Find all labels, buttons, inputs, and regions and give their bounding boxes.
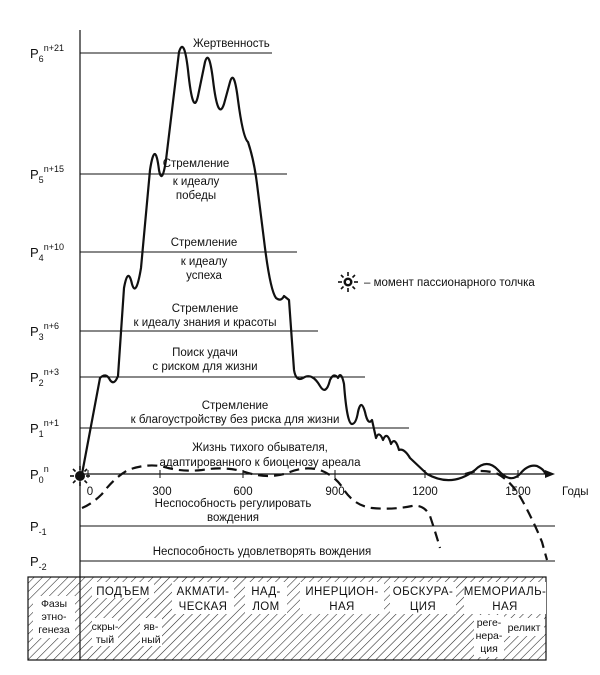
desc-luck-1: Поиск удачи [172, 347, 238, 359]
phase-rise-hidden-1: скры- [91, 621, 119, 633]
desc-success-1: Стремление [170, 237, 238, 249]
phase-memorial-2: НАЯ [492, 601, 518, 613]
phase-break-2: ЛОМ [252, 601, 280, 613]
desc-knowledge-2: к идеалу знания и красоты [133, 317, 277, 329]
phase-acmatic-1: АКМАТИ- [176, 586, 230, 598]
desc-cannot-satisfy: Неспособность удовлетворять вождения [152, 546, 372, 558]
desc-comfort-1: Стремление [201, 400, 269, 412]
phase-relict: реликт [507, 622, 541, 634]
desc-victory-1: Стремление [162, 158, 230, 170]
phases-label-1: Фазы [40, 598, 68, 610]
desc-success-3: успеха [186, 270, 222, 282]
x-tick-label: 600 [233, 486, 253, 498]
x-tick-label: 300 [152, 486, 172, 498]
x-tick-label: 900 [325, 486, 345, 498]
level-label-pm2: $P_{-2}$ [30, 554, 47, 572]
desc-knowledge-1: Стремление [171, 303, 239, 315]
phase-obscuration-2: ЦИЯ [409, 601, 437, 613]
desc-luck-2: с риском для жизни [152, 361, 258, 373]
phase-break-1: НАД- [251, 586, 281, 598]
level-label-p4: $P_4^{n+10}$ [30, 242, 64, 263]
desc-quiet-1: Жизнь тихого обывателя, [192, 442, 328, 454]
legend [338, 272, 535, 292]
phase-rise: ПОДЪЕМ [96, 586, 150, 598]
phase-regeneration-1: реге- [476, 617, 502, 629]
desc-victory-2: к идеалу [172, 176, 220, 188]
level-label-p1: $P_1^{n+1}$ [30, 418, 59, 439]
passionary-push-icon-origin [70, 466, 90, 486]
level-label-p5: $P_5^{n+15}$ [30, 164, 64, 185]
legend-text: – момент пассионарного толчка [364, 277, 535, 289]
phase-inertial-2: НАЯ [329, 601, 355, 613]
desc-victory-3: победы [175, 190, 217, 202]
level-label-pm1: $P_{-1}$ [30, 519, 47, 537]
x-tick-label: 1200 [412, 486, 438, 498]
desc-cannot-regulate-2: вождения [206, 512, 260, 524]
desc-success-2: к идеалу [180, 256, 228, 268]
phases-label-2: этно- [41, 611, 67, 623]
desc-sacrifice: Жертвенность [193, 38, 270, 50]
x-tick-label: 1500 [505, 486, 531, 498]
phase-inertial-1: ИНЕРЦИОН- [305, 586, 379, 598]
phase-memorial-1: МЕМОРИАЛЬ- [463, 586, 547, 598]
level-label-p6: $P_6^{n+21}$ [30, 43, 64, 64]
phase-obscuration-1: ОБСКУРА- [392, 586, 454, 598]
desc-comfort-2: к благоустройству без риска для жизни [130, 414, 340, 426]
desc-cannot-regulate-1: Неспособность регулировать [154, 498, 312, 510]
x-tick-label: 0 [86, 486, 94, 498]
desc-quiet-2: адаптированного к биоценозу ареала [159, 457, 361, 469]
level-label-p0: $P_0^n$ [30, 464, 49, 485]
phase-regeneration-3: ция [480, 643, 498, 655]
phases-label-3: генеза [38, 624, 70, 636]
phase-rise-hidden-2: тый [95, 634, 115, 646]
level-label-p2: $P_2^{n+3}$ [30, 367, 59, 388]
phase-regeneration-2: нера- [475, 630, 503, 642]
phase-acmatic-2: ЧЕСКАЯ [178, 601, 228, 613]
level-label-p3: $P_3^{n+6}$ [30, 321, 59, 342]
phase-rise-explicit-1: яв- [143, 621, 159, 633]
x-axis-arrow [545, 470, 555, 478]
phase-rise-explicit-2: ный [141, 634, 161, 646]
passionary-push-icon [338, 272, 358, 292]
x-axis-unit: Годы [562, 486, 589, 498]
